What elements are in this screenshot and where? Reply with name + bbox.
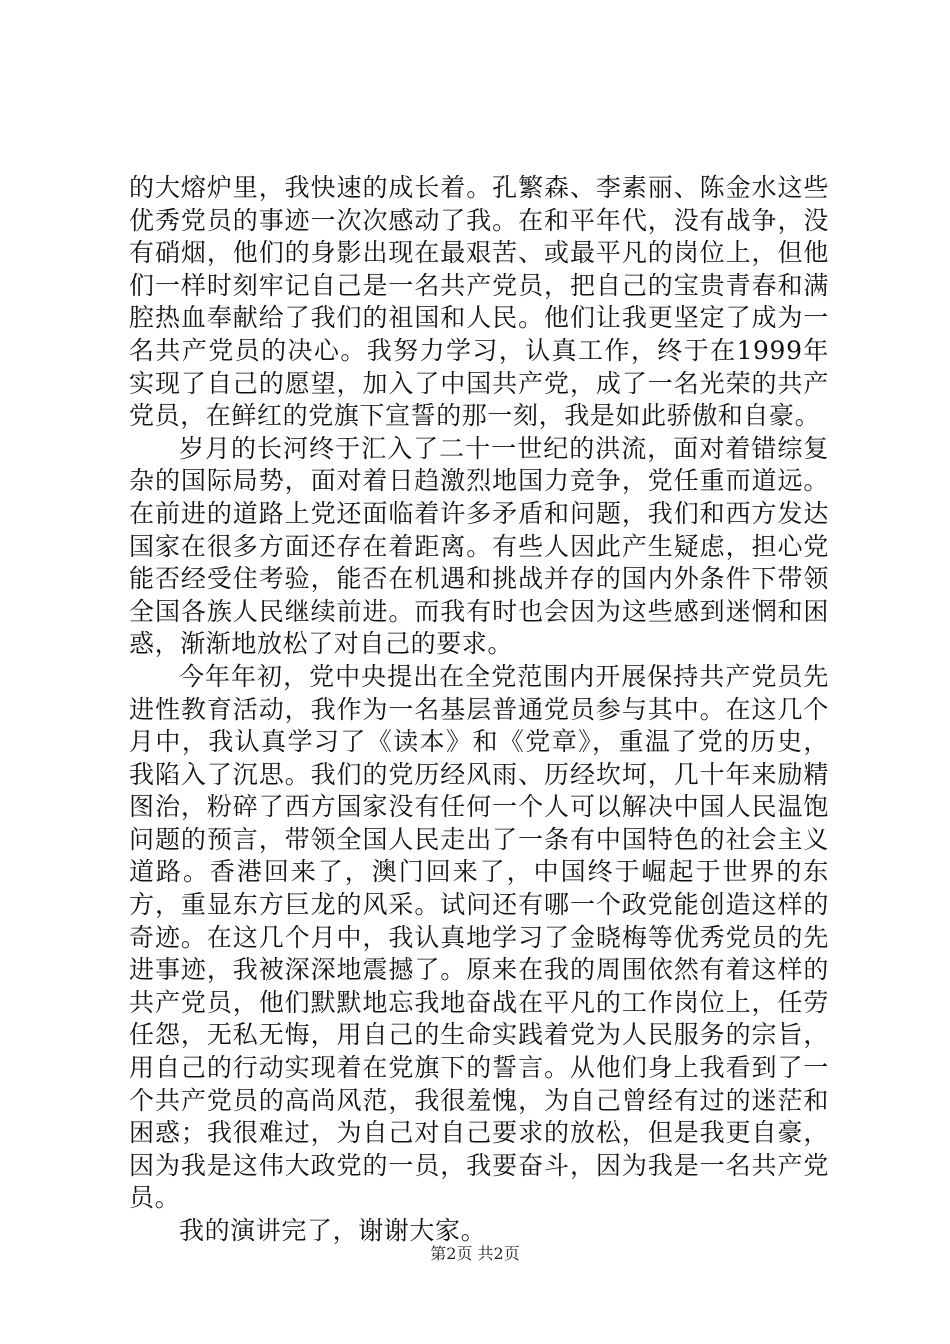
paragraph-education-campaign: 今年年初，党中央提出在全党范围内开展保持共产党员先进性教育活动，我作为一名基层普通党员参与其中。在这几个月中，我认真学习了《读本》和《党章》，重温了党的历史，我陷入了沉思。我们的党历经风雨、历经坎坷，几十年来励精图治，粉碎了西方国家没有任何一个人可以解决中国人民温饱问题的预言，带领全国人民走出了一条有中国特色的社会主义道路。香港回来了，澳门回来了，中国终于崛起于世界的东方，重显东方巨龙的风采。试问还有哪一个政党能创造这样的奇迹。在这几个月中，我认真地学习了金晓梅等优秀党员的先进事迹，我被深深地震撼了。原来在我的周围依然有着这样的共产党员，他们默默地忘我地奋战在平凡的工作岗位上，任劳任怨，无私无悔，用自己的生命实践着党为人民服务的宗旨，用自己的行动实现着在党旗下的誓言。从他们身上我看到了一个共产党员的高尚风范，我很羞愧，为自己曾经有过的迷茫和困惑；我很难过，为自己对自己要求的放松，但是我更自豪，因为我是这伟大政党的一员，我要奋斗，因为我是一名共产党员。 (129, 661, 829, 1213)
speech-body (129, 172, 829, 1248)
paragraph-continuation: 的大熔炉里，我快速的成长着。孔繁森、李素丽、陈金水这些优秀党员的事迹一次次感动了我。在和平年代，没有战争，没有硝烟，他们的身影出现在最艰苦、或最平凡的岗位上，但他们一样时刻牢记自己是一名共产党员，把自己的宝贵青春和满腔热血奉献给了我们的祖国和人民。他们让我更坚定了成为一名共产党员的决心。我努力学习，认真工作，终于在1999年实现了自己的愿望，加入了中国共产党，成了一名光荣的共产党员，在鲜红的党旗下宣誓的那一刻，我是如此骄傲和自豪。 (129, 173, 829, 431)
page-number-footer: 第2页 共2页 (430, 1244, 520, 1263)
paragraph-closing: 我的演讲完了，谢谢大家。 (179, 1216, 487, 1245)
paragraph-century: 岁月的长河终于汇入了二十一世纪的洪流，面对着错综复杂的国际局势，面对着日趋激烈地国力竞争，党任重而道远。在前进的道路上党还面临着许多矛盾和问题，我们和西方发达国家在很多方面还存在着距离。有些人因此产生疑虑，担心党能否经受住考验，能否在机遇和挑战并存的国内外条件下带领全国各族人民继续前进。而我有时也会因为这些感到迷惘和困惑，渐渐地放松了对自己的要求。 (129, 433, 829, 659)
